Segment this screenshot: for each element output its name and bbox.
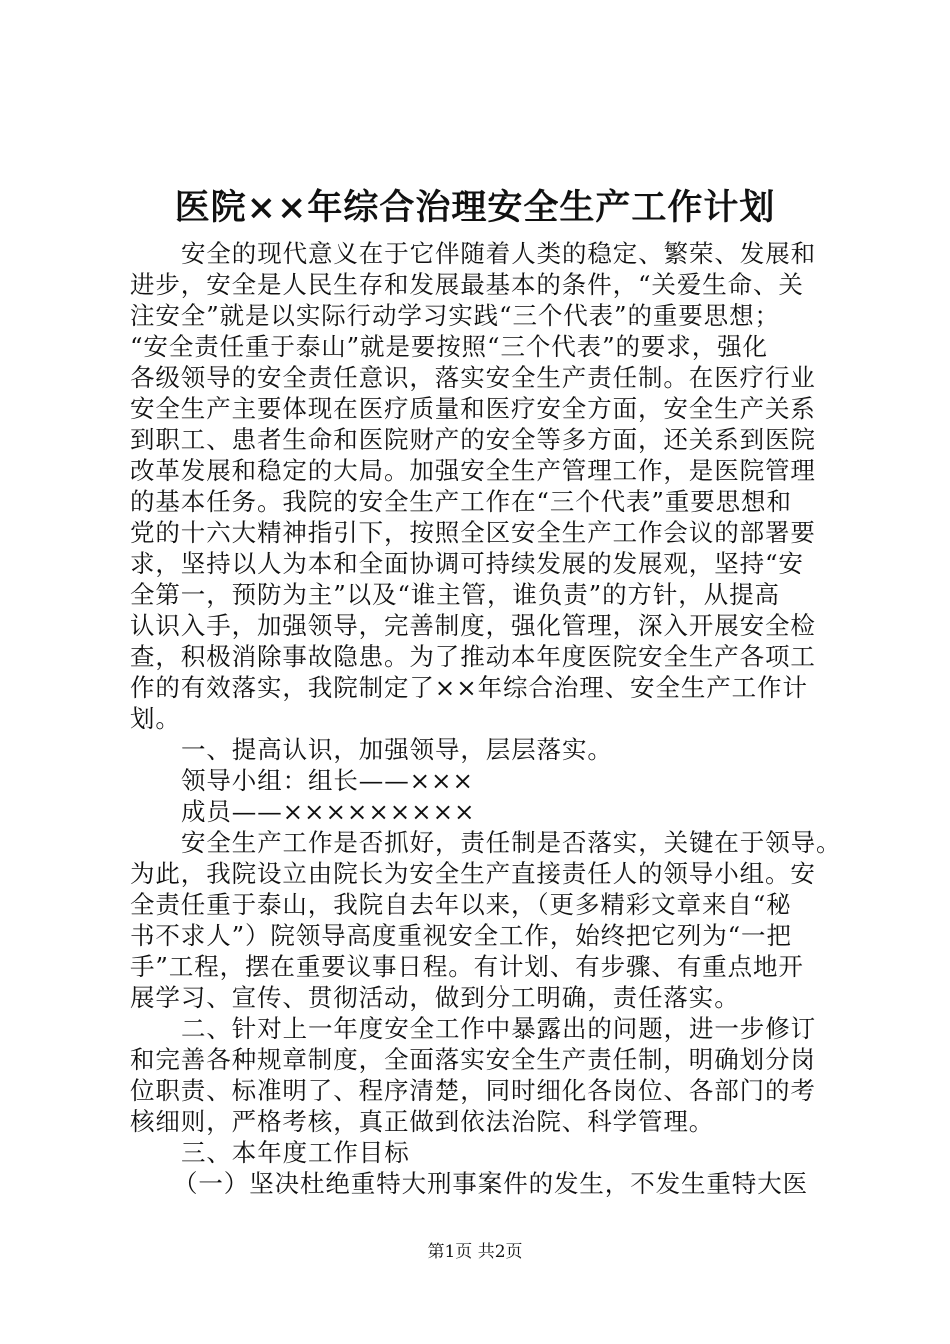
body-line: “安全责任重于泰山”就是要按照“三个代表”的要求，强化 [130,332,768,361]
body-line: 书不求人”）院领导高度重视安全工作，始终把它列为“一把 [130,921,792,950]
body-line: 核细则，严格考核，真正做到依法治院、科学管理。 [130,1107,715,1136]
section-heading: 一、提高认识，加强领导，层层落实。 [181,735,613,764]
body-line: 安全生产工作是否抓好，责任制是否落实，关键在于领导。 [181,828,842,857]
body-line: 作的有效落实，我院制定了××年综合治理、安全生产工作计 [130,673,808,702]
body-line: 和完善各种规章制度，全面落实安全生产责任制，明确划分岗 [130,1045,816,1074]
section-heading: 二、针对上一年度安全工作中暴露出的问题，进一步修订 [181,1014,816,1043]
body-line: 改革发展和稳定的大局。加强安全生产管理工作，是医院管理 [130,456,816,485]
body-line: 全第一，预防为主”以及“谁主管，谁负责”的方针，从提高 [130,580,780,609]
body-line: 领导小组：组长——××× [181,766,474,795]
body-line: 安全生产主要体现在医疗质量和医疗安全方面，安全生产关系 [130,394,816,423]
page-number-footer: 第1页 共2页 [427,1242,523,1262]
body-line: 到职工、患者生命和医院财产的安全等多方面，还关系到医院 [130,425,816,454]
body-line: 党的十六大精神指引下，按照全区安全生产工作会议的部署要 [130,518,816,547]
body-line: 注安全”就是以实际行动学习实践“三个代表”的重要思想； [130,301,780,330]
body-line: （一）坚决杜绝重特大刑事案件的发生，不发生重特大医 [173,1169,808,1198]
body-line: 位职责、标准明了、程序清楚，同时细化各岗位、各部门的考 [130,1076,816,1105]
body-line: 手”工程，摆在重要议事日程。有计划、有步骤、有重点地开 [130,952,804,981]
body-line: 成员——××××××××× [181,797,476,826]
body-line: 为此，我院设立由院长为安全生产直接责任人的领导小组。安 [130,859,816,888]
body-line: 求，坚持以人为本和全面协调可持续发展的发展观，坚持“安 [130,549,804,578]
body-line: 展学习、宣传、贯彻活动，做到分工明确，责任落实。 [130,983,740,1012]
document-title: 医院××年综合治理安全生产工作计划 [174,187,776,228]
body-line: 的基本任务。我院的安全生产工作在“三个代表”重要思想和 [130,487,792,516]
body-line: 全责任重于泰山，我院自去年以来，（更多精彩文章来自“秘 [130,890,792,919]
document-body [130,238,840,1199]
body-line: 查，积极消除事故隐患。为了推动本年度医院安全生产各项工 [130,642,816,671]
section-heading: 三、本年度工作目标 [181,1138,410,1167]
body-line: 进步，安全是人民生存和发展最基本的条件，“关爱生命、关 [130,270,804,299]
body-line: 安全的现代意义在于它伴随着人类的稳定、繁荣、发展和 [181,239,816,268]
body-line: 认识入手，加强领导，完善制度，强化管理，深入开展安全检 [130,611,816,640]
body-line: 划。 [130,704,181,733]
body-line: 各级领导的安全责任意识，落实安全生产责任制。在医疗行业 [130,363,816,392]
